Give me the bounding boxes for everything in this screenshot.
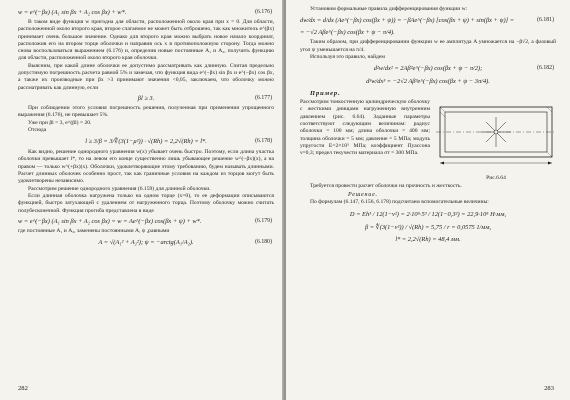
page-number: 282 [18,385,28,392]
equation-text: w = e^(−βx) (A₁ sin βx + A₂ cos βx) = w = Ae^(−βx) cos(βx + ψ) + w*. [18,217,202,225]
paragraph: При соблюдении этого условия погрешность решения, полученная при применении упрощенного выражения (6.176), не превышает 5%. [18,104,274,119]
paragraph: Требуется провести расчет оболочки на прочность и жесткость. [310,183,462,190]
equation-text: l ≥ 3/β = 3/∜(3(1−μ²)) · √(Rh) = 2,2√(Rh) = l*. [85,138,207,146]
right-page [286,0,570,400]
paragraph: Уже при βl = 3, e^(βl) = 20. [28,119,92,126]
paragraph: Отсюда [28,126,47,133]
page-number: 283 [544,385,554,392]
paragraph: где постоянные A₁ и A₂, заменены постоянными A, ψ ,равными [18,227,170,234]
equation-6-177 [18,94,274,103]
calc-beta: β = ∜(3(1−ν²)) / √(Rh) = 5,75 / r = 0,0575 1/мм, [364,223,492,231]
calc-stiffness: D = Eh³ / 12(1−ν²) = 2·10⁵·5³ / 12(1−0,3²) = 22,9·10⁵ Н·мм, [349,210,507,218]
equation-6-178 [18,136,274,147]
equation-6-182-cont [300,76,556,87]
equation-text: βl ≥ 3. [137,94,155,102]
equation-6-181-cont [300,28,556,37]
figure-caption: Рис.6.64 [486,175,506,182]
paragraph: По формулам (6.147, 6.156, 6.178) подсчитаем вспомогательные величины: [310,199,489,206]
equation-6-181 [300,15,556,26]
equation-number: (6.181) [537,17,554,24]
paragraph: Рассмотрим решение однородного уравнения (6.159) для длинной оболочки. [28,185,211,192]
equation-number: (6.177) [255,94,272,101]
calc-length: l* = 2,2√(Rh) = 48,4 мм. [395,235,461,243]
paragraph: В таком виде функция w пригодна для области, расположенной около края при x = 0. Для области, расположенной около второго края, второе слагаемое не может быть отброшено, так как множитель e^(βx) принимает очень большое значение. Однако для второго края можно выбрать новое начало координат, расположив его на втором торце оболочки и направив ось x в противоположную сторону. Тогда можно снова воспользоваться выражением (6.176) и, определив новые постоянные A₁ и A₂, получить функцию для области, расположенной около второго края оболочки. [18,19,274,62]
left-page [0,0,284,400]
equation-6-179 [18,217,274,226]
equation-text: d²w/dx² = 2Aβ²e^(−βx) cos(βx + ψ − π/2); [373,65,483,73]
paragraph: Если длинная оболочка нагружена только на одном торце (x=0), то ее деформации описываются функцией, быстро затухающей с удалением от нагруженного торца. Поэтому оболочку можно считать полубесконечной. Функция прогиба представлена в виде [18,192,274,214]
equation-text: = −√2 Aβe^(−βx) cos(βx + ψ − π/4). [300,29,395,37]
equation-text: w = e^(−βx) (A₁ sin βx + A₂ cos βx) + w*. [18,9,127,16]
paragraph: Таким образом, при дифференцировании функции w ее амплитуда A умножается на −β√2, а фазовый угол ψ уменьшается на π/4. [300,39,556,53]
equation-number: (6.180) [255,239,272,246]
example-block [300,99,556,181]
cylinder-shell-drawing [436,99,556,169]
paragraph: Установим формальные правила дифференцирования функции w: [310,6,468,12]
equation-6-176 [18,8,274,17]
example-heading: Пример. [310,90,341,98]
paragraph: Выясним, при какой длине оболочки ее допустимо рассматривать как длинную. Считая предельно допустимую погрешность расчета равной 5% и замечая, что функция вида e^(−βx) sin βx и e^(−βx) cos βx, а также их производные при βx >3 принимают значения <0,05, заключаем, что оболочку можно рассматривать как длинную, если [18,62,274,91]
equation-text: dw/dx = d/dx (Ae^(−βx) cos(βx + ψ)) = −βAe^(−βx) [cos(βx + ψ) + sin(βx + ψ)] = [300,17,515,25]
paragraph: Как видно, решение однородного уравнения w(x) убывает очень быстро. Поэтому, если длина участка оболочки превышает l*, то на левом его конце существенно лишь убывающее решение w^(−βx)(x), а на правом — только w^(+βx)(x). Оболочки, удовлетворяющие этому требованию, будем называть длинными. Расчет длинных оболочек особенно прост, так как граничные условия на каждом из торцов могут быть удовлетворены независимо. [18,149,274,185]
equation-number: (6.178) [255,138,272,145]
solution-heading: Решение. [348,192,378,199]
equation-text: A = √(A₁² + A₂²); ψ = −arctg(A₁/A₂). [98,239,194,247]
equation-number: (6.179) [255,217,272,224]
paragraph: Используя это правило, найдем [310,53,385,60]
equation-text: d³w/dx³ = −2√2 Aβ³e^(−βx) cos(βx + ψ − 3π/4). [366,78,490,86]
equation-number: (6.176) [255,9,272,15]
equation-6-182 [300,63,556,74]
example-text: Рассмотрим тонкостенную цилиндрическую оболочку с жесткими днищами нагруженную внутренним давлением (рис. 6.64). Заданные параметры соответствуют следующим величинам: радиус оболочки = 100 мм; длина оболочки = 400 мм; толщина оболочки = 5 мм; давление = 5 МПа; модуль упругости E=2×10⁵ МПа; коэффициент Пуассона ν=0,3; предел текучести материала σт = 300 МПа. [300,99,430,157]
equation-number: (6.182) [537,65,554,72]
figure-6-64 [436,99,556,181]
equation-6-180 [18,237,274,248]
